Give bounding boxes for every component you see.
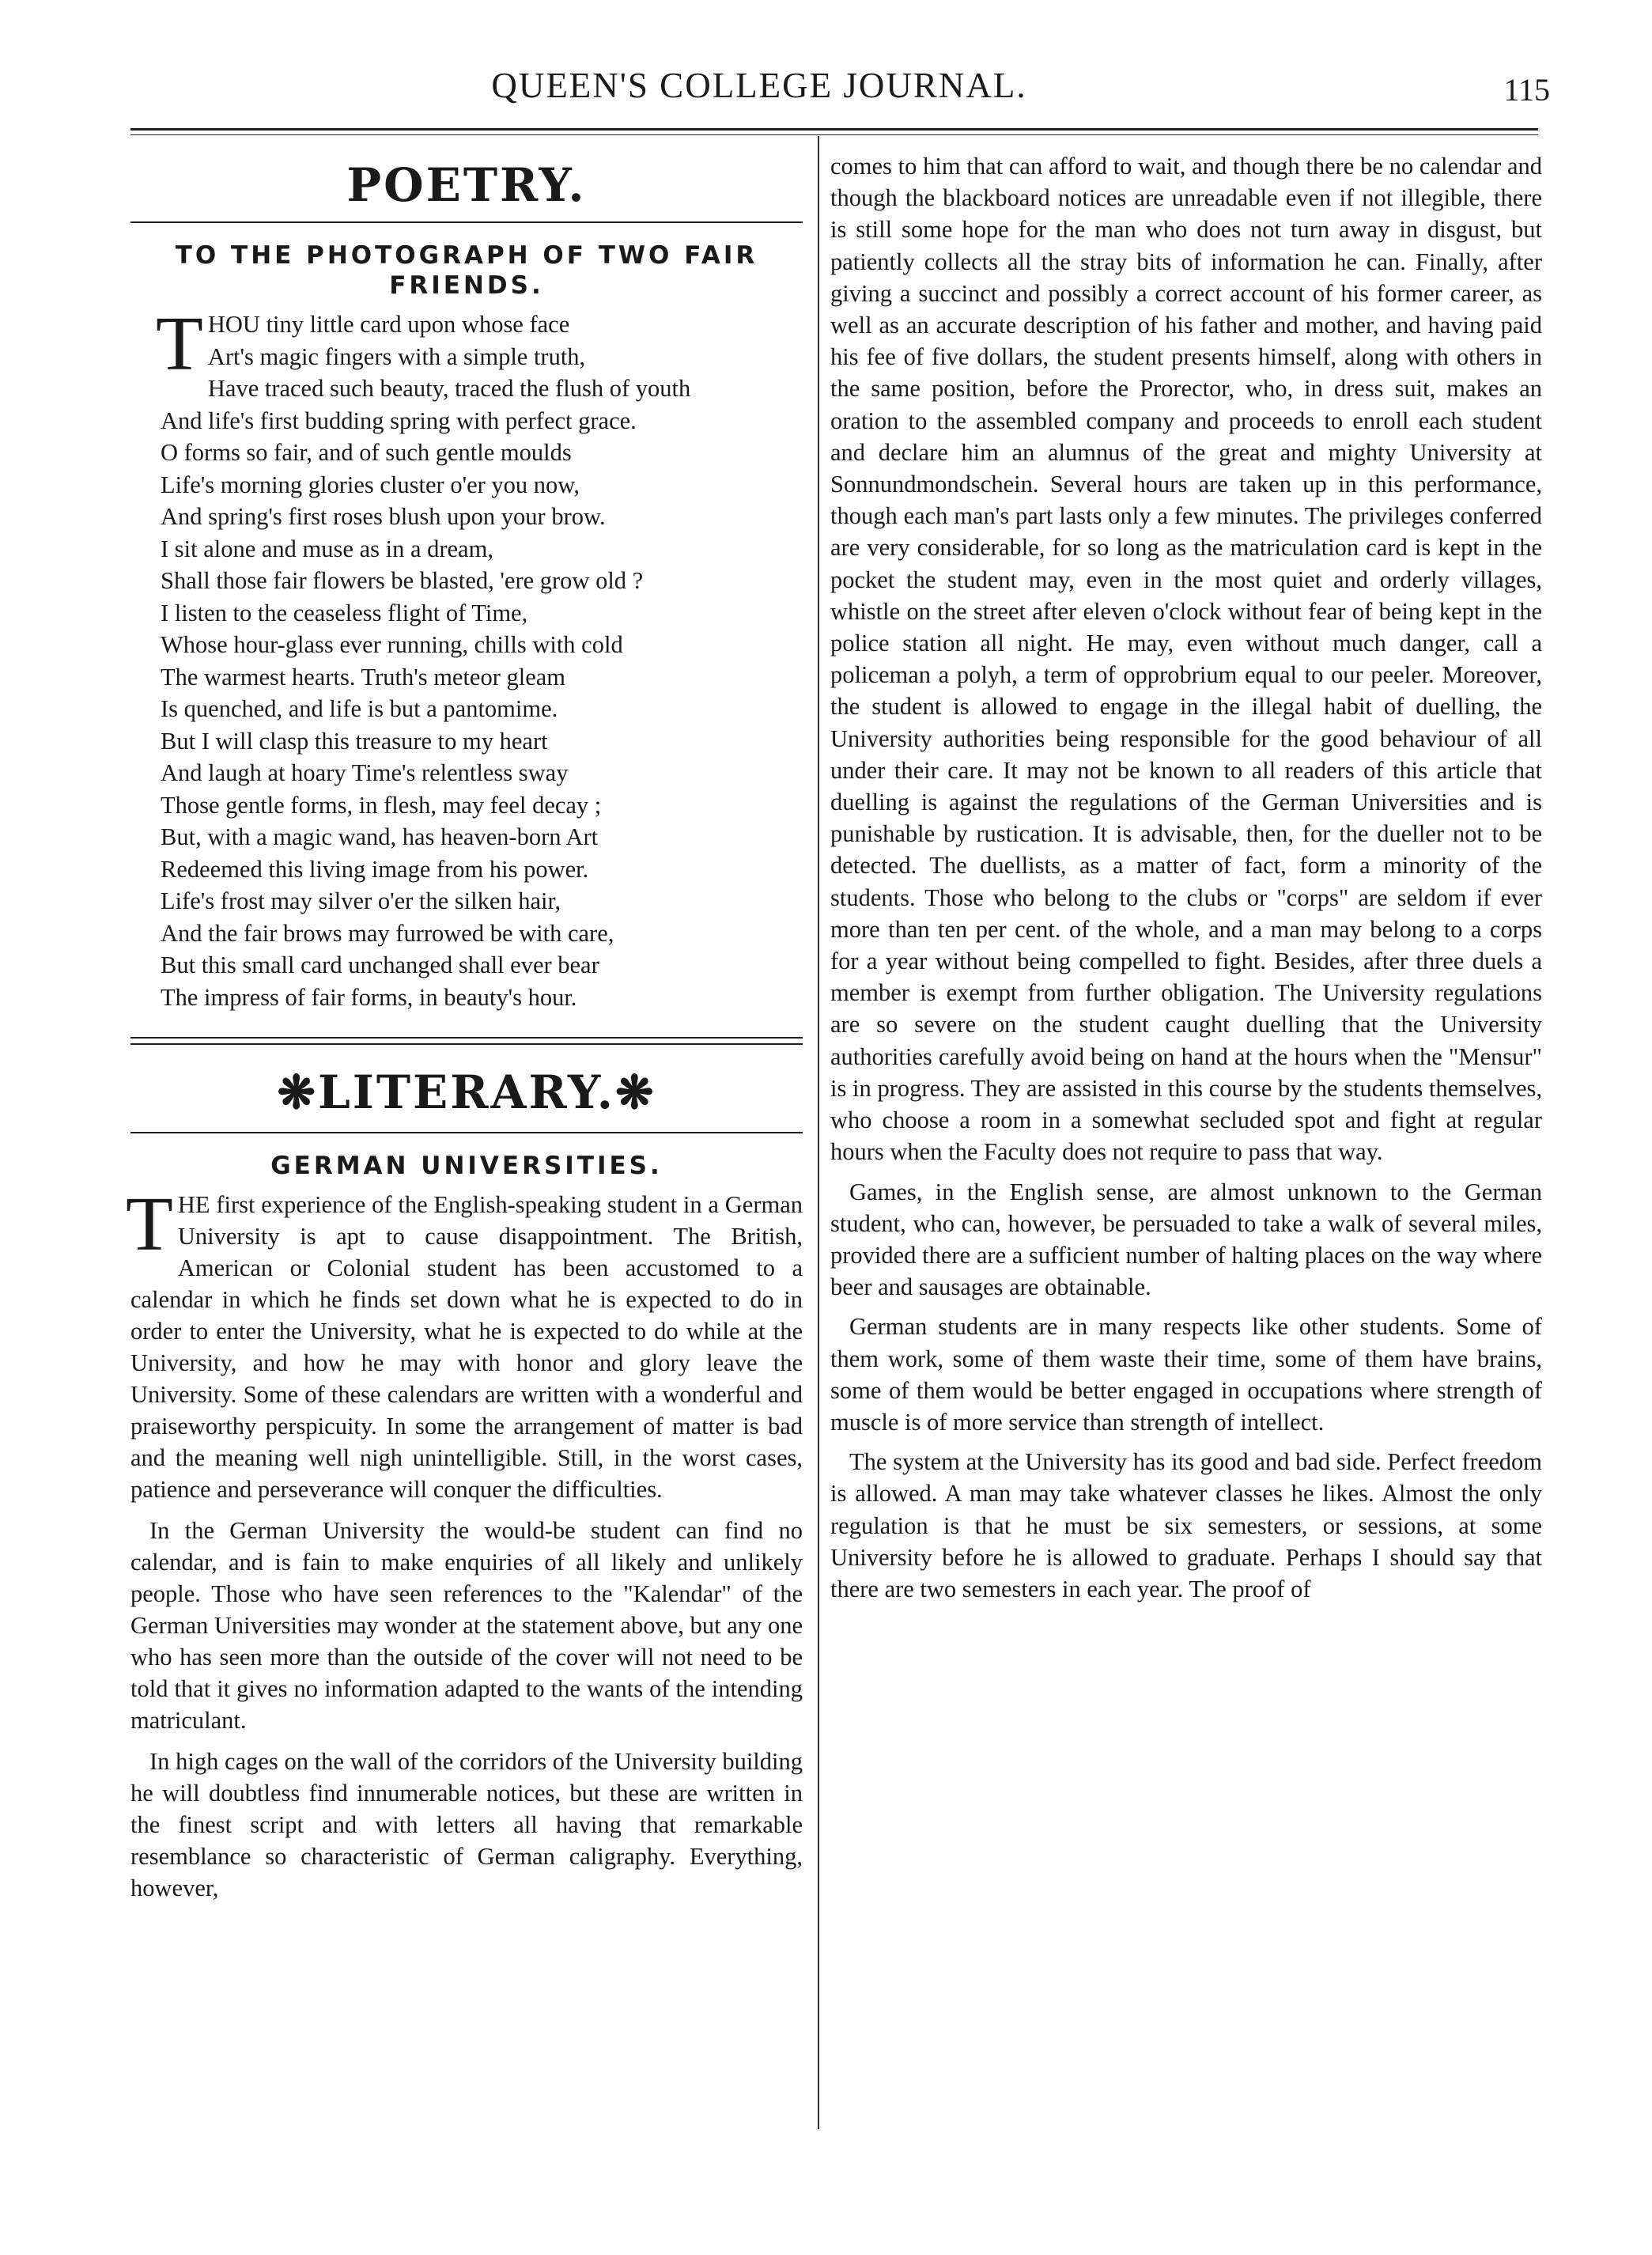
poem-dropcap: T <box>156 301 203 387</box>
article-title: GERMAN UNIVERSITIES. <box>270 1152 663 1180</box>
literary-heading-rule <box>130 1132 803 1133</box>
poem-line: Life's frost may silver o'er the silken hair, <box>161 887 561 914</box>
poem-title: TO THE PHOTOGRAPH OF TWO FAIR FRIENDS. <box>175 241 758 300</box>
article-body-right <box>830 150 1542 1605</box>
article-paragraph: comes to him that can afford to wait, and though there be no calendar and though the blackboard notices are unreadable even if not illegible, there is still some hope for the man who does not turn away in disgust, but patiently collects all the stray bits of information he can. Finally, after giving a succinct and possibly a correct account of his former career, as well as an accurate description of his father and mother, and having paid his fee of five dollars, the student presents himself, along with others in the same position, before the Prorector, who, in dress suit, makes an oration to the assembled company and proceeds to enroll each student and declare him an alumnus of the great and mighty University at Sonnundmondschein. Several hours are taken up in this performance, though each man's part lasts only a few minutes. The privileges conferred are very considerable, for so long as the matriculation card is kept in the pocket the student may, even in the most quiet and orderly villages, whistle on the street after eleven o'clock without fear of being kept in the police station all night. He may, even without much danger, call a policeman a polyh, a term of opprobrium equal to our peeler. Moreover, the student is allowed to engage in the illegal habit of duelling, the University authorities being responsible for the good behaviour of all under their care. It may not be known to all readers of this article that duelling is against the regulations of the German Universities and is punishable by rustication. It is advisable, then, for the dueller not to be detected. The duellists, as a matter of fact, form a minority of the students. Those who belong to the clubs or "corps" are seldom if ever more than ten per cent. of the whole, and a man may belong to a corps for a year without being compelled to fight. Besides, after three duels a member is exempt from further obligation. The University regulations are so severe on the student caught duelling that the University authorities carefully avoid being on hand at the hours when the "Mensur" is in progress. They are assisted in this course by the students themselves, who choose a room in a somewhat secluded spot and fight at regular hours when the Faculty does not require to pass that way. <box>830 153 1542 1166</box>
poem-line: And the fair brows may furrowed be with care, <box>161 919 614 947</box>
poem-line: But I will clasp this treasure to my heart <box>161 727 548 755</box>
literary-heading-text: LITERARY. <box>317 1065 616 1119</box>
page-header <box>127 65 1550 128</box>
poem-line: And life's first budding spring with perfect grace. <box>161 407 637 434</box>
poem-line: The impress of fair forms, in beauty's hour. <box>161 983 577 1011</box>
left-column <box>126 142 803 1913</box>
poem-line: But this small card unchanged shall ever bear <box>161 952 599 978</box>
article-paragraph: German students are in many respects like other students. Some of them work, some of them waste their time, some of them have brains, some of them would be better engaged in occupations where strength of muscle is of more service than strength of intellect. <box>830 1313 1542 1436</box>
article-paragraph: Games, in the English sense, are almost unknown to the German student, who can, however, be persuaded to take a walk of several miles, provided there are a sufficient number of halting places on the way where beer and sausages are obtainable. <box>830 1178 1542 1301</box>
poetry-heading: POETRY. <box>346 158 587 212</box>
ornament-right-icon: ❋ <box>615 1065 656 1119</box>
poem-line: Art's magic fingers with a simple truth, <box>207 342 586 370</box>
poem-line: And spring's first roses blush upon your brow. <box>161 503 606 530</box>
poem-line: But, with a magic wand, has heaven-born Art <box>161 823 599 850</box>
article-paragraph: The system at the University has its good and bad side. Perfect freedom is allowed. A man may take whatever classes he likes. Almost the only regulation is that he must be six semesters, or sessions, at some University before he is allowed to graduate. Perhaps I should say that there are two semesters in each year. The proof of <box>830 1448 1542 1602</box>
right-column <box>830 150 1542 1613</box>
ornament-left-icon: ❋ <box>277 1065 318 1119</box>
poem-line: I listen to the ceaseless flight of Time, <box>161 599 528 626</box>
article-paragraph: In the German University the would-be student can find no calendar, and is fain to make enquiries of all likely and unlikely people. Those who have seen references to the "Kalendar" of the German Universities may wonder at the statement above, but any one who has seen more than the outside of the cover will not need to be told that it gives no information adapted to the wants of the intending matriculant. <box>130 1517 803 1734</box>
article-paragraph: In high cages on the wall of the corridors of the University building he will doubtless find innumerable notices, but these are written in the finest script and with letters all having that remarkable resemblance so characteristic of German caligraphy. Everything, however, <box>130 1748 803 1901</box>
poem-line: I sit alone and muse as in a dream, <box>161 535 493 562</box>
article-dropcap: T <box>126 1182 173 1267</box>
article-body-left <box>126 1182 803 1904</box>
header-rule <box>130 128 1538 131</box>
poem-line: Redeemed this living image from his power. <box>161 855 589 883</box>
poetry-heading-rule <box>130 221 803 223</box>
poem-line: Whose hour-glass ever running, chills with cold <box>161 631 623 658</box>
poem-line: Have traced such beauty, traced the flush of youth <box>207 375 691 402</box>
section-divider <box>130 1037 803 1045</box>
literary-heading <box>130 1065 803 1119</box>
journal-title: QUEEN'S COLLEGE JOURNAL. <box>491 66 1027 105</box>
page-number: 115 <box>1503 72 1550 108</box>
poem-line: Those gentle forms, in flesh, may feel decay ; <box>161 791 602 819</box>
poem-line: Is quenched, and life is but a pantomime. <box>161 695 558 722</box>
header-rule-thin <box>130 134 1538 135</box>
poem-lines <box>161 308 803 1013</box>
poem-line: Shall those fair flowers be blasted, 'ere grow old ? <box>161 567 644 594</box>
poem-line: HOU tiny little card upon whose face <box>207 311 570 338</box>
poem <box>156 301 803 1013</box>
poem-line: The warmest hearts. Truth's meteor gleam <box>161 663 566 690</box>
poem-line: And laugh at hoary Time's relentless sway <box>161 759 569 786</box>
poem-line: O forms so fair, and of such gentle moulds <box>161 439 572 466</box>
poem-line: Life's morning glories cluster o'er you now, <box>161 471 580 498</box>
article-paragraph: HE first experience of the English-speaking student in a German University is apt to cause disappointment. The British, American or Colonial student has been accustomed to a calendar in which he finds set down what he is expected to do in order to enter the University, what he is expected to do while at the University, and how he may with honor and glory leave the University. Some of these calendars are written with a wonderful and praiseworthy perspicuity. In some the arrangement of matter is bad and the meaning well nigh unintelligible. Still, in the worst cases, patience and perseverance will conquer the difficulties. <box>130 1191 803 1503</box>
column-divider <box>818 136 819 2129</box>
